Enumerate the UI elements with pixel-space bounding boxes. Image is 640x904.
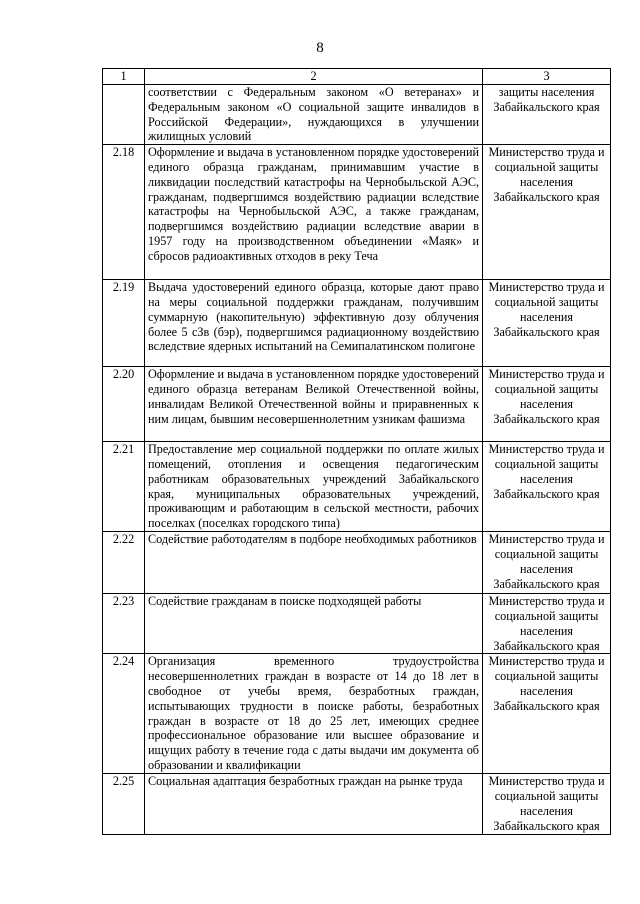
row-number: 2.22 [103, 532, 145, 594]
table-row [103, 85, 611, 145]
responsible-agency: защиты населения Забайкальского края [483, 85, 611, 145]
table-row [103, 442, 611, 532]
service-description: Социальная адаптация безработных граждан на рынке труда [145, 774, 483, 834]
service-description: Содействие работодателям в подборе необходимых работников [145, 532, 483, 594]
row-number: 2.24 [103, 654, 145, 774]
service-description: соответствии с Федеральным законом «О ветеранах» и Федеральным законом «О социальной защите инвалидов в Российской Федерации», нуждающихся в улучшении жилищных условий [145, 85, 483, 145]
table-row [103, 532, 611, 594]
row-number: 2.21 [103, 442, 145, 532]
responsible-agency: Министерство труда и социальной защиты населения Забайкальского края [483, 145, 611, 280]
responsible-agency: Министерство труда и социальной защиты населения Забайкальского края [483, 532, 611, 594]
row-number [103, 85, 145, 145]
row-number: 2.23 [103, 594, 145, 654]
service-description: Предоставление мер социальной поддержки по оплате жилых помещений, отопления и освещения педагогическим работникам образовательных учреждений Забайкальского края, муниципальных образовательных учреждений, проживающим и работающим в сельской местности, рабочих поселках (поселках городского типа) [145, 442, 483, 532]
column-header-agency: 3 [483, 69, 611, 85]
responsible-agency: Министерство труда и социальной защиты населения Забайкальского края [483, 594, 611, 654]
table-row [103, 367, 611, 442]
column-header-service: 2 [145, 69, 483, 85]
responsible-agency: Министерство труда и социальной защиты населения Забайкальского края [483, 774, 611, 834]
responsible-agency: Министерство труда и социальной защиты населения Забайкальского края [483, 280, 611, 367]
service-description: Организация временного трудоустройства несовершеннолетних граждан в возрасте от 14 до 18 лет в свободное от учебы время, безработных граждан, испытывающих трудности в поиске работы, безработных граждан в возрасте от 18 до 25 лет, имеющих среднее профессиональное образование или высшее образование и ищущих работу в течение года с даты выдачи им документа об образовании и квалификации [145, 654, 483, 774]
table-row [103, 774, 611, 834]
responsible-agency: Министерство труда и социальной защиты населения Забайкальского края [483, 442, 611, 532]
page-number: 8 [316, 40, 324, 56]
service-description: Оформление и выдача в установленном порядке удостоверений единого образца ветеранам Великой Отечественной войны, инвалидам Великой Отечественной войны и приравненных к ним лицам, бывшим несовершеннолетним узникам фашизма [145, 367, 483, 442]
responsible-agency: Министерство труда и социальной защиты населения Забайкальского края [483, 367, 611, 442]
row-number: 2.19 [103, 280, 145, 367]
table-row [103, 145, 611, 280]
row-number: 2.25 [103, 774, 145, 834]
responsible-agency: Министерство труда и социальной защиты населения Забайкальского края [483, 654, 611, 774]
table-header-row [103, 69, 611, 85]
service-description: Выдача удостоверений единого образца, которые дают право на меры социальной поддержки гражданам, получившим суммарную (накопительную) эффективную дозу облучения более 5 сЗв (бэр), подвергшимся радиационному воздействию вследствие ядерных испытаний на Семипалатинском полигоне [145, 280, 483, 367]
table-row [103, 280, 611, 367]
row-number: 2.18 [103, 145, 145, 280]
row-number: 2.20 [103, 367, 145, 442]
service-description: Содействие гражданам в поиске подходящей работы [145, 594, 483, 654]
table-row [103, 654, 611, 774]
table-row [103, 594, 611, 654]
service-description: Оформление и выдача в установленном порядке удостоверений единого образца гражданам, принимавшим участие в ликвидации последствий катастрофы на Чернобыльской АЭС, гражданам, подвергшимся воздействию радиации вследствие катастрофы на Чернобыльской АЭС, а также гражданам, подвергшимся воздействию радиации вследствие аварии в 1957 году на производственном объединении «Маяк» и сбросов радиоактивных отходов в реку Теча [145, 145, 483, 280]
column-header-number: 1 [103, 69, 145, 85]
services-table [102, 68, 611, 835]
